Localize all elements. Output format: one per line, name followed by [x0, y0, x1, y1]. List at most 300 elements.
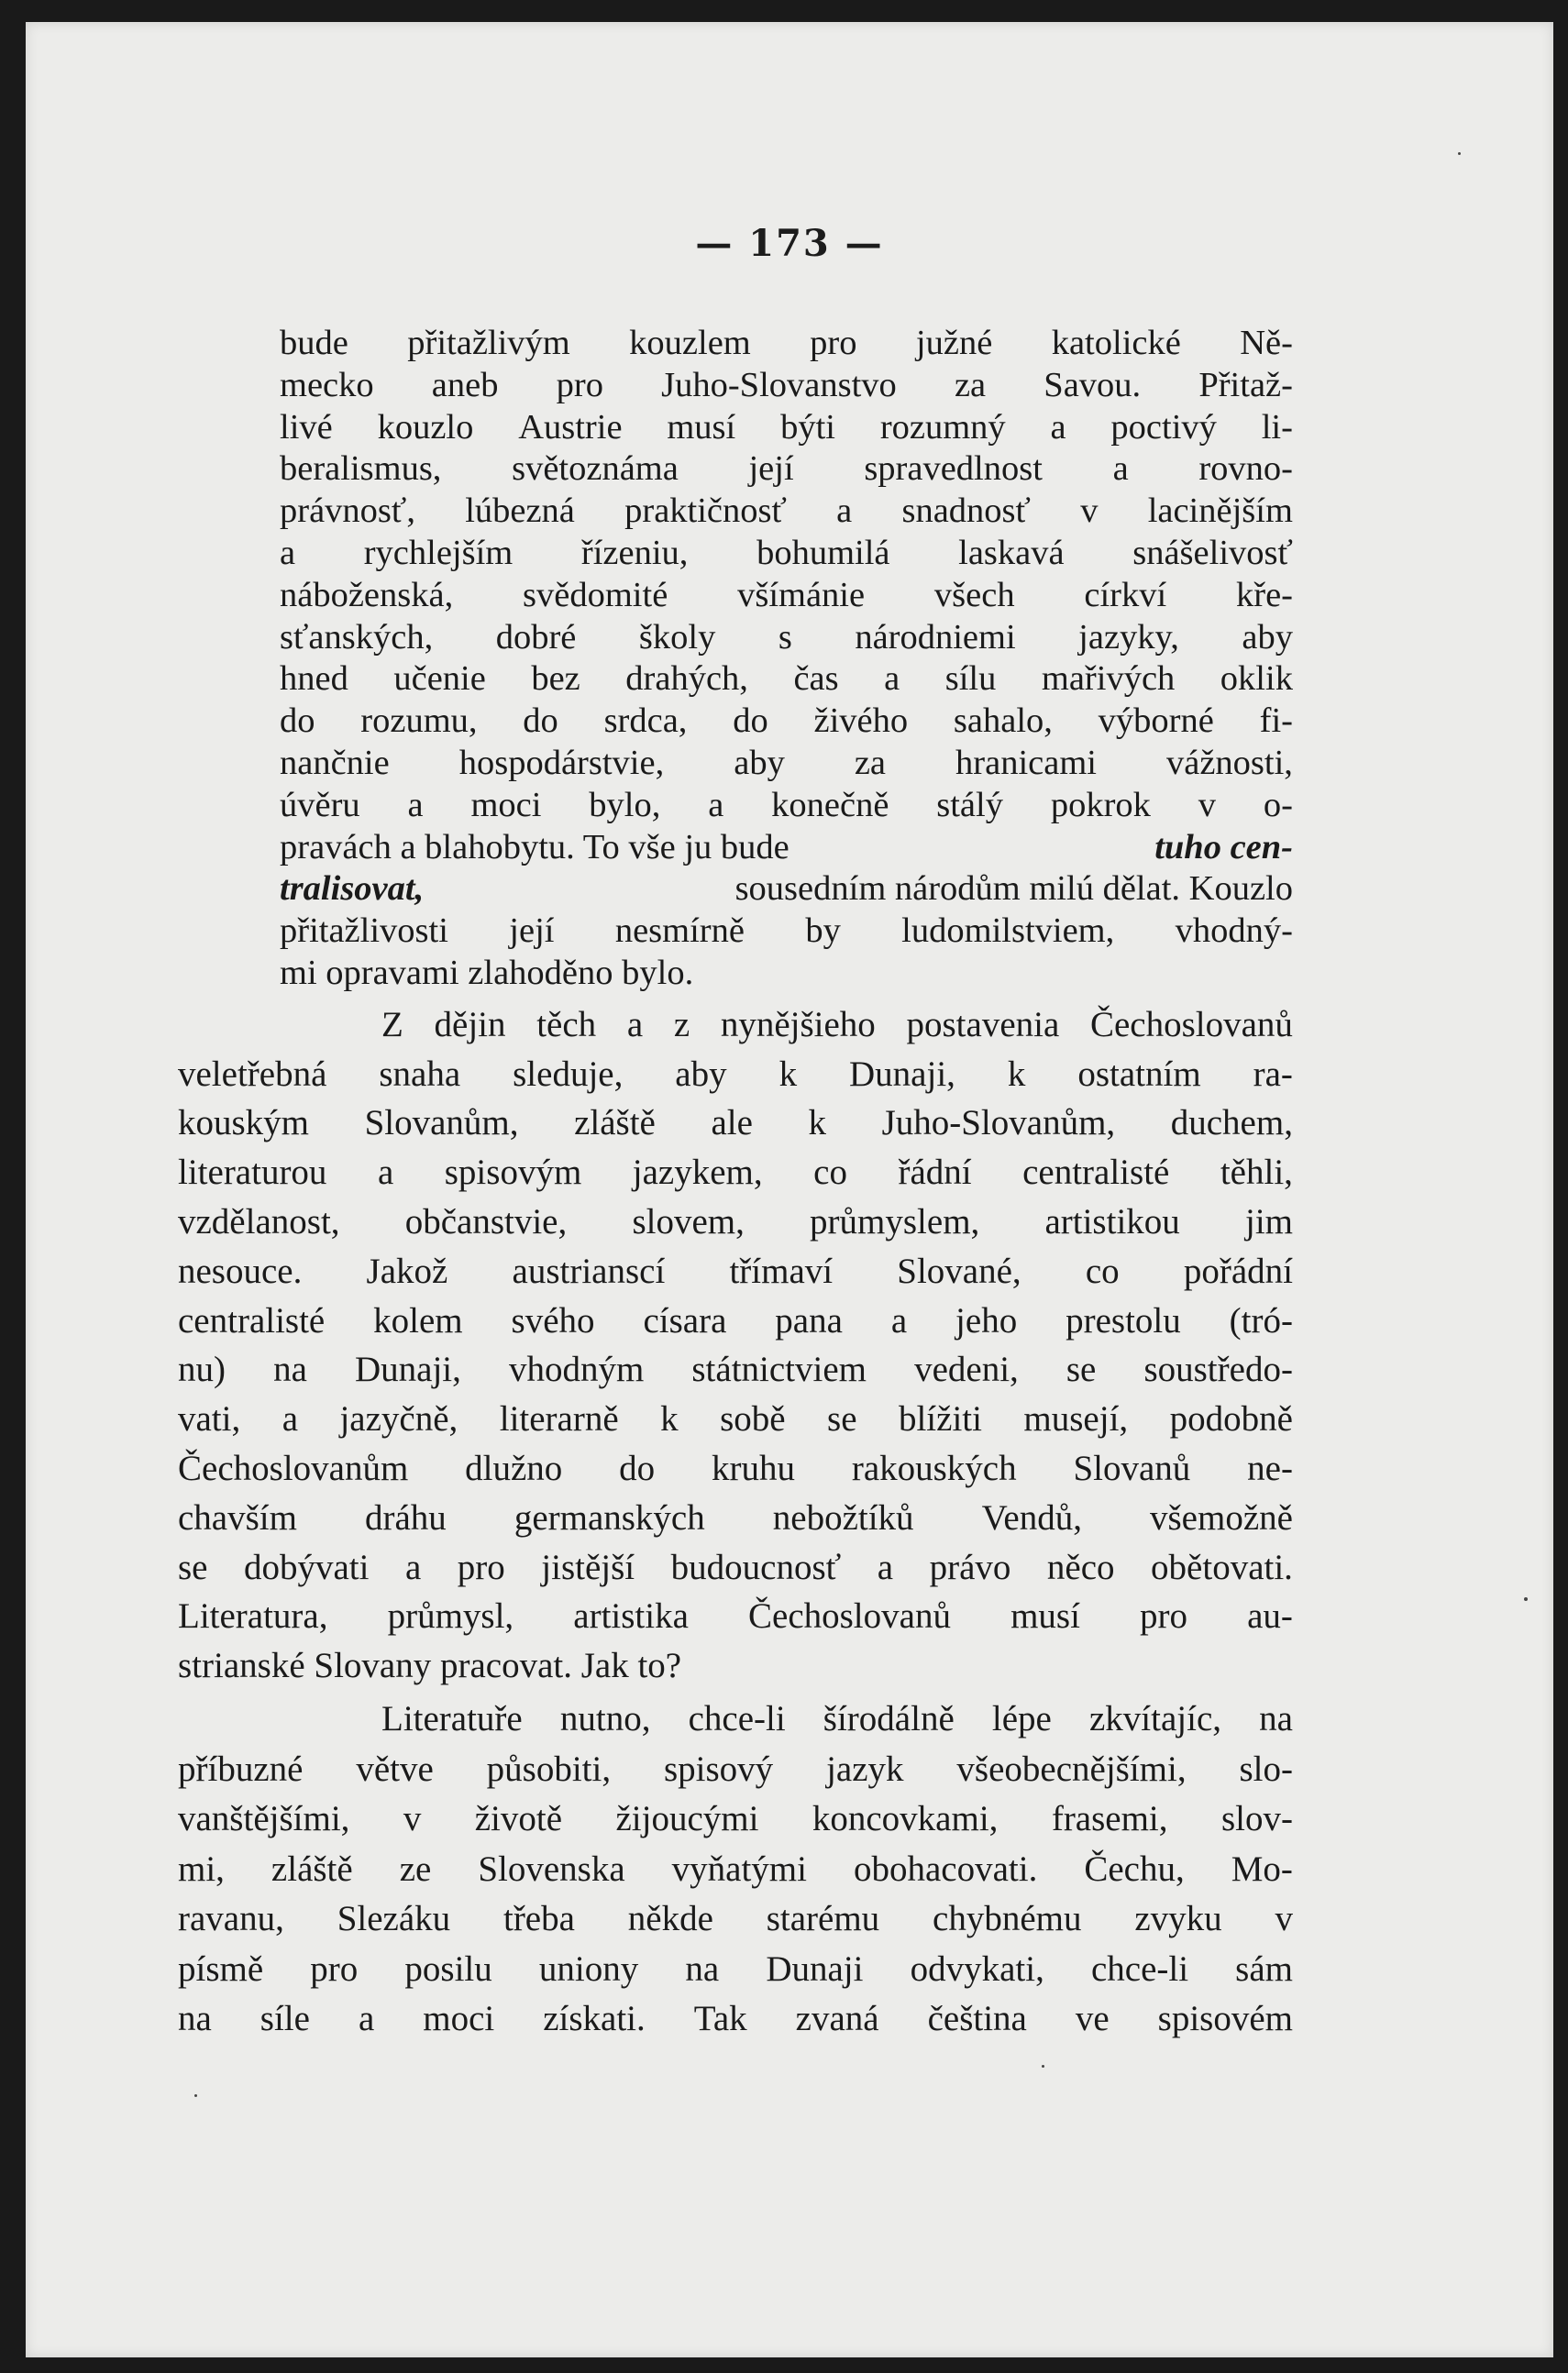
- word: chce-li: [1090, 1948, 1189, 1989]
- word: nesmírně: [614, 911, 745, 951]
- word: prestolu: [1066, 1300, 1181, 1341]
- word: s: [778, 617, 792, 657]
- word: jazykem,: [632, 1153, 763, 1193]
- text-line: [178, 1345, 1293, 1395]
- word: průmysl,: [387, 1596, 514, 1637]
- word: životě: [474, 1799, 563, 1839]
- word: sobě: [720, 1399, 786, 1440]
- page-number: — 173 —: [695, 222, 884, 265]
- word: sílu: [944, 659, 997, 699]
- word: církví: [1084, 575, 1167, 614]
- word: školy: [638, 617, 716, 657]
- word: zvyku: [1134, 1899, 1222, 1939]
- word: třímaví: [729, 1251, 834, 1291]
- word: pokrok: [1050, 785, 1151, 824]
- word: jistější: [541, 1547, 635, 1587]
- word: Dunaji: [766, 1948, 864, 1989]
- word: Dunaji,: [849, 1054, 955, 1094]
- word: a: [280, 533, 296, 572]
- word: národniemi: [855, 617, 1016, 657]
- word: a: [358, 1999, 375, 2039]
- word: hned: [280, 659, 348, 699]
- word: Juho-Slovanstvo: [661, 365, 897, 404]
- word: obětovati.: [1151, 1547, 1293, 1587]
- scan-speck: [194, 2094, 197, 2097]
- scan-speck: [1524, 1597, 1528, 1601]
- word: čeština: [927, 1999, 1027, 2039]
- word: ve: [1075, 1999, 1110, 2039]
- text-line: [178, 1444, 1293, 1494]
- word: světoznáma: [512, 449, 679, 489]
- word: a: [877, 1547, 894, 1587]
- word: a: [377, 1153, 394, 1193]
- word: chavším: [178, 1497, 297, 1538]
- word: centralisté: [1022, 1153, 1170, 1193]
- word: sám: [1235, 1948, 1293, 1989]
- word: Čechoslovanů: [748, 1596, 951, 1637]
- word: právo: [929, 1547, 1011, 1587]
- word: Ně-: [1240, 324, 1293, 362]
- word: aby: [675, 1054, 727, 1094]
- word: zvaná: [795, 1999, 879, 2039]
- word: li-: [1261, 407, 1293, 447]
- word: za: [854, 743, 887, 782]
- word: rovno-: [1198, 449, 1293, 489]
- word: nynějšieho: [720, 1004, 876, 1044]
- book-page: [26, 22, 1553, 2357]
- word: úvěru: [280, 785, 360, 824]
- word: bohumilá: [756, 533, 890, 572]
- word: kruhu: [711, 1448, 795, 1488]
- word: a: [282, 1399, 298, 1440]
- word: v: [403, 1799, 422, 1839]
- word: artistikou: [1044, 1201, 1180, 1242]
- word: živého: [813, 701, 909, 741]
- word: do: [733, 701, 768, 741]
- text-line: [178, 1050, 1293, 1099]
- text-line: [178, 1198, 1293, 1247]
- scan-speck: [1458, 152, 1461, 155]
- word: nesouce.: [178, 1251, 303, 1291]
- word: v: [1080, 491, 1099, 531]
- word: jazyčně,: [339, 1399, 458, 1440]
- word: poctivý: [1110, 407, 1217, 447]
- word: v: [1198, 785, 1216, 824]
- word: bude: [280, 324, 348, 362]
- word: Literatura,: [178, 1596, 328, 1637]
- word: literarně: [499, 1399, 619, 1440]
- word: všímánie: [737, 575, 866, 614]
- word: řádní: [898, 1153, 972, 1193]
- word: Slovanům,: [364, 1103, 519, 1143]
- word: řízeniu,: [580, 533, 689, 572]
- text-line-with-italic: [280, 868, 1293, 911]
- word: pro: [1140, 1596, 1188, 1637]
- emphasized-text: tuho cen-: [1154, 827, 1293, 866]
- word: jim: [1244, 1201, 1293, 1242]
- word: dobré: [495, 617, 577, 657]
- text-line: [178, 1247, 1293, 1297]
- word: větve: [356, 1749, 434, 1789]
- word: všech: [933, 575, 1015, 614]
- word: jeho: [955, 1300, 1018, 1341]
- word: lacinějším: [1147, 491, 1293, 531]
- word: slovem,: [632, 1201, 745, 1242]
- word: frasemi,: [1051, 1799, 1168, 1839]
- word: vhodným: [508, 1350, 645, 1390]
- word: se: [178, 1547, 208, 1587]
- text-line: strianské Slovany pracovat. Jak to?: [178, 1646, 682, 1686]
- word: čas: [793, 659, 839, 699]
- text-line: [178, 1794, 1293, 1845]
- word: na: [1259, 1698, 1293, 1738]
- word: do: [619, 1448, 656, 1488]
- word: musí: [667, 407, 736, 447]
- word: v: [1275, 1899, 1293, 1939]
- word: nebožtíků: [772, 1497, 914, 1538]
- word: chybnému: [933, 1899, 1082, 1939]
- word: au-: [1247, 1596, 1293, 1637]
- word: jazyky,: [1078, 617, 1179, 657]
- text-line: [280, 658, 1293, 701]
- word: Dunaji,: [354, 1350, 461, 1390]
- word: spisový: [663, 1749, 774, 1789]
- word: fi-: [1259, 701, 1293, 741]
- word: nančnie: [280, 743, 390, 782]
- text-line: [178, 1543, 1293, 1593]
- word: Austrie: [518, 407, 623, 447]
- word: vati,: [178, 1399, 241, 1440]
- word: spisovým: [444, 1153, 582, 1193]
- word: pro: [310, 1948, 359, 1989]
- word: aby: [1242, 617, 1293, 657]
- word: Slovanů: [1073, 1448, 1191, 1488]
- text-line: [280, 491, 1293, 533]
- text-line: [381, 1694, 1293, 1745]
- word: praktičnosť: [624, 491, 787, 531]
- word: všeobecnějšími,: [956, 1749, 1187, 1789]
- word: slov-: [1220, 1799, 1293, 1839]
- word: laskavá: [958, 533, 1065, 572]
- word: se: [827, 1399, 857, 1440]
- word: snadnosť: [901, 491, 1031, 531]
- word: Slezáku: [337, 1899, 451, 1939]
- word: získati.: [543, 1999, 646, 2039]
- word: dráhu: [364, 1497, 447, 1538]
- word: pro: [457, 1547, 505, 1587]
- text-line: [280, 448, 1293, 491]
- word: a: [404, 1547, 422, 1587]
- word: rozumný: [879, 407, 1006, 447]
- word: koncovkami,: [812, 1799, 999, 1839]
- word: bez: [531, 659, 580, 699]
- text-line: [280, 785, 1293, 827]
- word: vanštějšími,: [178, 1799, 350, 1839]
- text-line: [178, 1894, 1293, 1945]
- word: germanských: [513, 1497, 705, 1538]
- word: Savou.: [1043, 365, 1142, 404]
- word: něco: [1046, 1547, 1115, 1587]
- word: kouzlem: [629, 324, 751, 362]
- word: k: [660, 1399, 679, 1440]
- word: dějin: [434, 1004, 506, 1044]
- word: Jakož: [366, 1251, 448, 1291]
- word: moci: [423, 1999, 495, 2039]
- word: by: [805, 911, 841, 951]
- word: šírodálně: [823, 1698, 955, 1738]
- word: moci: [470, 785, 542, 824]
- word: a: [1050, 407, 1066, 447]
- word: podobně: [1169, 1399, 1293, 1440]
- word: ravanu,: [178, 1899, 284, 1939]
- word: (tró-: [1229, 1300, 1293, 1341]
- word: co: [1085, 1251, 1120, 1291]
- word: třeba: [502, 1899, 575, 1939]
- text-line: [178, 1592, 1293, 1641]
- word: písmě: [178, 1948, 264, 1989]
- word: Slované,: [897, 1251, 1021, 1291]
- text-line: [280, 743, 1293, 785]
- word: Čechoslovanům: [178, 1448, 409, 1488]
- word: srdca,: [603, 701, 688, 741]
- word: beralismus,: [280, 449, 442, 489]
- word: spravedlnost: [864, 449, 1043, 489]
- word: uniony: [538, 1948, 639, 1989]
- word: Čechu,: [1084, 1849, 1185, 1889]
- word: veletřebná: [178, 1054, 327, 1094]
- word: svého: [511, 1300, 595, 1341]
- word: katolické: [1051, 324, 1181, 362]
- word: těch: [536, 1004, 597, 1044]
- word: k: [1007, 1054, 1026, 1094]
- word: na: [178, 1999, 212, 2039]
- word: musí: [1010, 1596, 1080, 1637]
- word: občanstvie,: [404, 1201, 568, 1242]
- word: síle: [259, 1999, 310, 2039]
- word: císara: [643, 1300, 727, 1341]
- text-line: [178, 1395, 1293, 1444]
- word: Literatuře: [381, 1698, 523, 1738]
- word: právnosť,: [280, 491, 415, 531]
- word: pořádní: [1183, 1251, 1293, 1291]
- word: zláště: [574, 1103, 656, 1143]
- word: mi,: [178, 1849, 225, 1889]
- word: konečně: [771, 785, 889, 824]
- text-line: [178, 1494, 1293, 1543]
- word: vzdělanost,: [178, 1201, 340, 1242]
- word: soustředo-: [1143, 1350, 1293, 1390]
- word: mecko: [280, 365, 374, 404]
- word: hospodárstvie,: [458, 743, 665, 782]
- word: budoucnosť: [670, 1547, 842, 1587]
- word: pana: [775, 1300, 843, 1341]
- word: do: [280, 701, 315, 741]
- word: snášelivosť: [1132, 533, 1293, 572]
- word: kře-: [1236, 575, 1293, 614]
- word: svědomité: [523, 575, 668, 614]
- paragraph-2: [178, 1000, 1293, 1691]
- word: oklik: [1220, 659, 1293, 699]
- word: centralisté: [178, 1300, 326, 1341]
- word: obohacovati.: [853, 1849, 1038, 1889]
- word: o-: [1263, 785, 1293, 824]
- text-line: [178, 1945, 1293, 1995]
- text-line: [178, 1098, 1293, 1148]
- word: a: [407, 785, 424, 824]
- word: austrianscí: [512, 1251, 666, 1291]
- word: dobývati: [244, 1547, 370, 1587]
- word: sahalo,: [953, 701, 1053, 741]
- word: Z: [381, 1004, 403, 1044]
- word: průmyslem,: [810, 1201, 980, 1242]
- text-line: [280, 533, 1293, 575]
- word: mařivých: [1041, 659, 1176, 699]
- word: co: [813, 1153, 847, 1193]
- word: rychlejším: [363, 533, 513, 572]
- text-line: [178, 1994, 1293, 2045]
- word: postavenia: [906, 1004, 1060, 1044]
- word: Tak: [693, 1999, 747, 2039]
- word: ludomilstviem,: [901, 911, 1115, 951]
- word: přitažlivým: [407, 324, 570, 362]
- word: ne-: [1247, 1448, 1293, 1488]
- word: starému: [766, 1899, 880, 1939]
- word: sleduje,: [513, 1054, 624, 1094]
- word: nutno,: [559, 1698, 651, 1738]
- text-line: [178, 1297, 1293, 1346]
- word: artistika: [573, 1596, 689, 1637]
- text-line: [178, 1845, 1293, 1895]
- word: těhli,: [1220, 1153, 1293, 1193]
- text-line: [178, 1745, 1293, 1795]
- word: musejí,: [1023, 1399, 1129, 1440]
- word: do: [523, 701, 558, 741]
- word: južné: [915, 324, 993, 362]
- word: býti: [780, 407, 835, 447]
- text-line: [280, 365, 1293, 407]
- word: přitažlivosti: [280, 911, 448, 951]
- word: její: [509, 911, 555, 951]
- text-segment: pravách a blahobytu. To vše ju bude: [280, 827, 790, 866]
- word: stálý: [936, 785, 1003, 824]
- word: posilu: [404, 1948, 492, 1989]
- word: vyňatými: [671, 1849, 807, 1889]
- word: ra-: [1253, 1054, 1293, 1094]
- word: aneb: [431, 365, 499, 404]
- word: aby: [734, 743, 785, 782]
- word: za: [954, 365, 987, 404]
- text-line: [280, 911, 1293, 953]
- word: Přitaž-: [1198, 365, 1293, 404]
- word: spisovém: [1157, 1999, 1293, 2039]
- word: vhodný-: [1175, 911, 1293, 951]
- word: slo-: [1239, 1749, 1293, 1789]
- word: státnictviem: [691, 1350, 867, 1390]
- word: snaha: [379, 1054, 461, 1094]
- word: drahých,: [625, 659, 748, 699]
- word: rakouských: [851, 1448, 1017, 1488]
- word: Mo-: [1231, 1849, 1293, 1889]
- word: kouzlo: [377, 407, 474, 447]
- word: její: [748, 449, 794, 489]
- word: na: [685, 1948, 720, 1989]
- word: chce-li: [688, 1698, 786, 1738]
- scan-speck: [1042, 2065, 1044, 2068]
- word: a: [890, 1300, 908, 1341]
- text-segment: sousedním národům milú dělat. Kouzlo: [734, 869, 1293, 909]
- word: duchem,: [1170, 1103, 1293, 1143]
- word: všemožně: [1150, 1497, 1293, 1538]
- word: lépe: [991, 1698, 1052, 1738]
- word: příbuzné: [178, 1749, 304, 1789]
- word: sťanských,: [280, 617, 434, 657]
- word: dlužno: [465, 1448, 563, 1488]
- word: kolem: [373, 1300, 463, 1341]
- word: ze: [399, 1849, 432, 1889]
- word: a: [1112, 449, 1129, 489]
- word: nu): [178, 1350, 226, 1390]
- word: žijoucými: [615, 1799, 759, 1839]
- word: bylo,: [589, 785, 661, 824]
- word: k: [778, 1054, 798, 1094]
- word: výborné: [1098, 701, 1214, 741]
- word: Slovenska: [478, 1849, 625, 1889]
- text-line-with-italic: [280, 827, 1293, 869]
- word: zkvítajíc,: [1088, 1698, 1222, 1738]
- emphasized-text: tralisovat,: [280, 869, 425, 909]
- word: zláště: [271, 1849, 353, 1889]
- word: ale: [711, 1103, 753, 1143]
- word: lúbezná: [465, 491, 575, 531]
- text-line: [280, 575, 1293, 617]
- word: pro: [810, 324, 857, 362]
- word: rozumu,: [360, 701, 478, 741]
- word: z: [673, 1004, 690, 1044]
- word: někde: [627, 1899, 713, 1939]
- word: kouským: [178, 1103, 310, 1143]
- body-text: [178, 323, 1293, 2045]
- text-line: [178, 1148, 1293, 1198]
- word: se: [1066, 1350, 1097, 1390]
- word: Čechoslovanů: [1089, 1004, 1293, 1044]
- text-line: [280, 617, 1293, 659]
- word: na: [273, 1350, 307, 1390]
- paragraph-3: [178, 1694, 1293, 2045]
- word: blížiti: [898, 1399, 982, 1440]
- paragraph-1: [280, 323, 1293, 995]
- word: pro: [556, 365, 603, 404]
- word: odvykati,: [910, 1948, 1044, 1989]
- text-line: [280, 407, 1293, 449]
- word: učenie: [393, 659, 486, 699]
- word: vedeni,: [914, 1350, 1019, 1390]
- word: náboženská,: [280, 575, 454, 614]
- word: livé: [280, 407, 333, 447]
- word: jazyk: [826, 1749, 904, 1789]
- word: a: [708, 785, 724, 824]
- text-line: [280, 701, 1293, 743]
- word: ostatním: [1077, 1054, 1201, 1094]
- word: působiti,: [486, 1749, 612, 1789]
- text-line: mi opravami zlahoděno bylo.: [280, 953, 694, 992]
- word: Vendů,: [981, 1497, 1082, 1538]
- word: a: [836, 491, 853, 531]
- word: vážnosti,: [1166, 743, 1293, 782]
- word: a: [626, 1004, 644, 1044]
- word: hranicami: [955, 743, 1097, 782]
- text-line: [280, 323, 1293, 365]
- word: k: [808, 1103, 826, 1143]
